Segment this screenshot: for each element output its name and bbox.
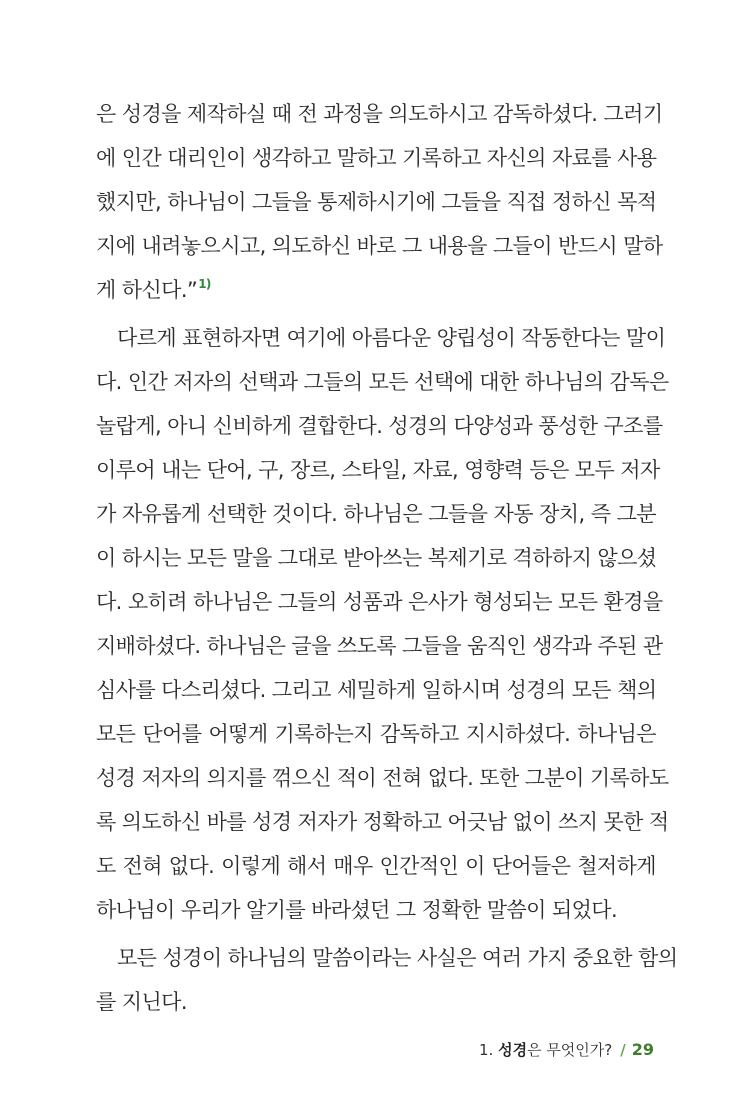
page-number: 29 [631, 1040, 654, 1059]
text-line-content: 게 하신다.” [96, 278, 198, 302]
footnote-marker[interactable]: 1) [198, 277, 211, 291]
footer-separator: / [620, 1041, 626, 1059]
chapter-title-rest: 은 무엇인가? [527, 1041, 613, 1059]
page-footer [479, 1040, 654, 1060]
text-line: 록 의도하신 바를 성경 저자가 정확하고 어긋남 없이 쓰지 못한 적 [96, 810, 669, 834]
text-line: 모든 단어를 어떻게 기록하는지 감독하고 지시하셨다. 하나님은 [96, 722, 656, 746]
text-line: 다. 인간 저자의 선택과 그들의 모든 선택에 대한 하나님의 감독은 [96, 370, 669, 394]
text-line: 다. 오히려 하나님은 그들의 성품과 은사가 형성되는 모든 환경을 [96, 590, 663, 614]
text-line: 놀랍게, 아니 신비하게 결합한다. 성경의 다양성과 풍성한 구조를 [96, 414, 663, 438]
text-line: 에 인간 대리인이 생각하고 말하고 기록하고 자신의 자료를 사용 [96, 146, 657, 170]
text-line: 했지만, 하나님이 그들을 통제하시기에 그들을 직접 정하신 목적 [96, 190, 657, 214]
text-line: 이루어 내는 단어, 구, 장르, 스타일, 자료, 영향력 등은 모두 저자 [96, 458, 660, 482]
text-line [96, 268, 656, 312]
text-line: 도 전혀 없다. 이렇게 해서 매우 인간적인 이 단어들은 철저하게 [96, 854, 656, 878]
text-line: 지배하셨다. 하나님은 글을 쓰도록 그들을 움직인 생각과 주된 관 [96, 634, 663, 658]
body-text [96, 92, 678, 1024]
chapter-prefix: 1. [478, 1041, 499, 1059]
text-line: 이 하시는 모든 말을 그대로 받아쓰는 복제기로 격하하지 않으셨 [96, 546, 657, 570]
text-line: 성경 저자의 의지를 꺾으신 적이 전혀 없다. 또한 그분이 기록하도 [96, 766, 669, 790]
text-line: 지에 내려놓으시고, 의도하신 바로 그 내용을 그들이 반드시 말하 [96, 234, 663, 258]
chapter-keyword: 성경 [498, 1041, 528, 1059]
text-line: 를 지닌다. [96, 990, 187, 1014]
paragraph-2 [96, 316, 669, 932]
paragraph-1 [96, 92, 663, 312]
text-line: 다르게 표현하자면 여기에 아름다운 양립성이 작동한다는 말이 [117, 326, 666, 350]
text-line: 은 성경을 제작하실 때 전 과정을 의도하시고 감독하셨다. 그러기 [96, 102, 663, 126]
text-line: 하나님이 우리가 알기를 바라셨던 그 정확한 말씀이 되었다. [96, 898, 618, 922]
paragraph-3 [96, 936, 678, 1024]
text-line: 모든 성경이 하나님의 말씀이라는 사실은 여러 가지 중요한 함의 [117, 946, 678, 970]
text-line: 가 자유롭게 선택한 것이다. 하나님은 그들을 자동 장치, 즉 그분 [96, 502, 656, 526]
text-line: 심사를 다스리셨다. 그리고 세밀하게 일하시며 성경의 모든 책의 [96, 678, 657, 702]
